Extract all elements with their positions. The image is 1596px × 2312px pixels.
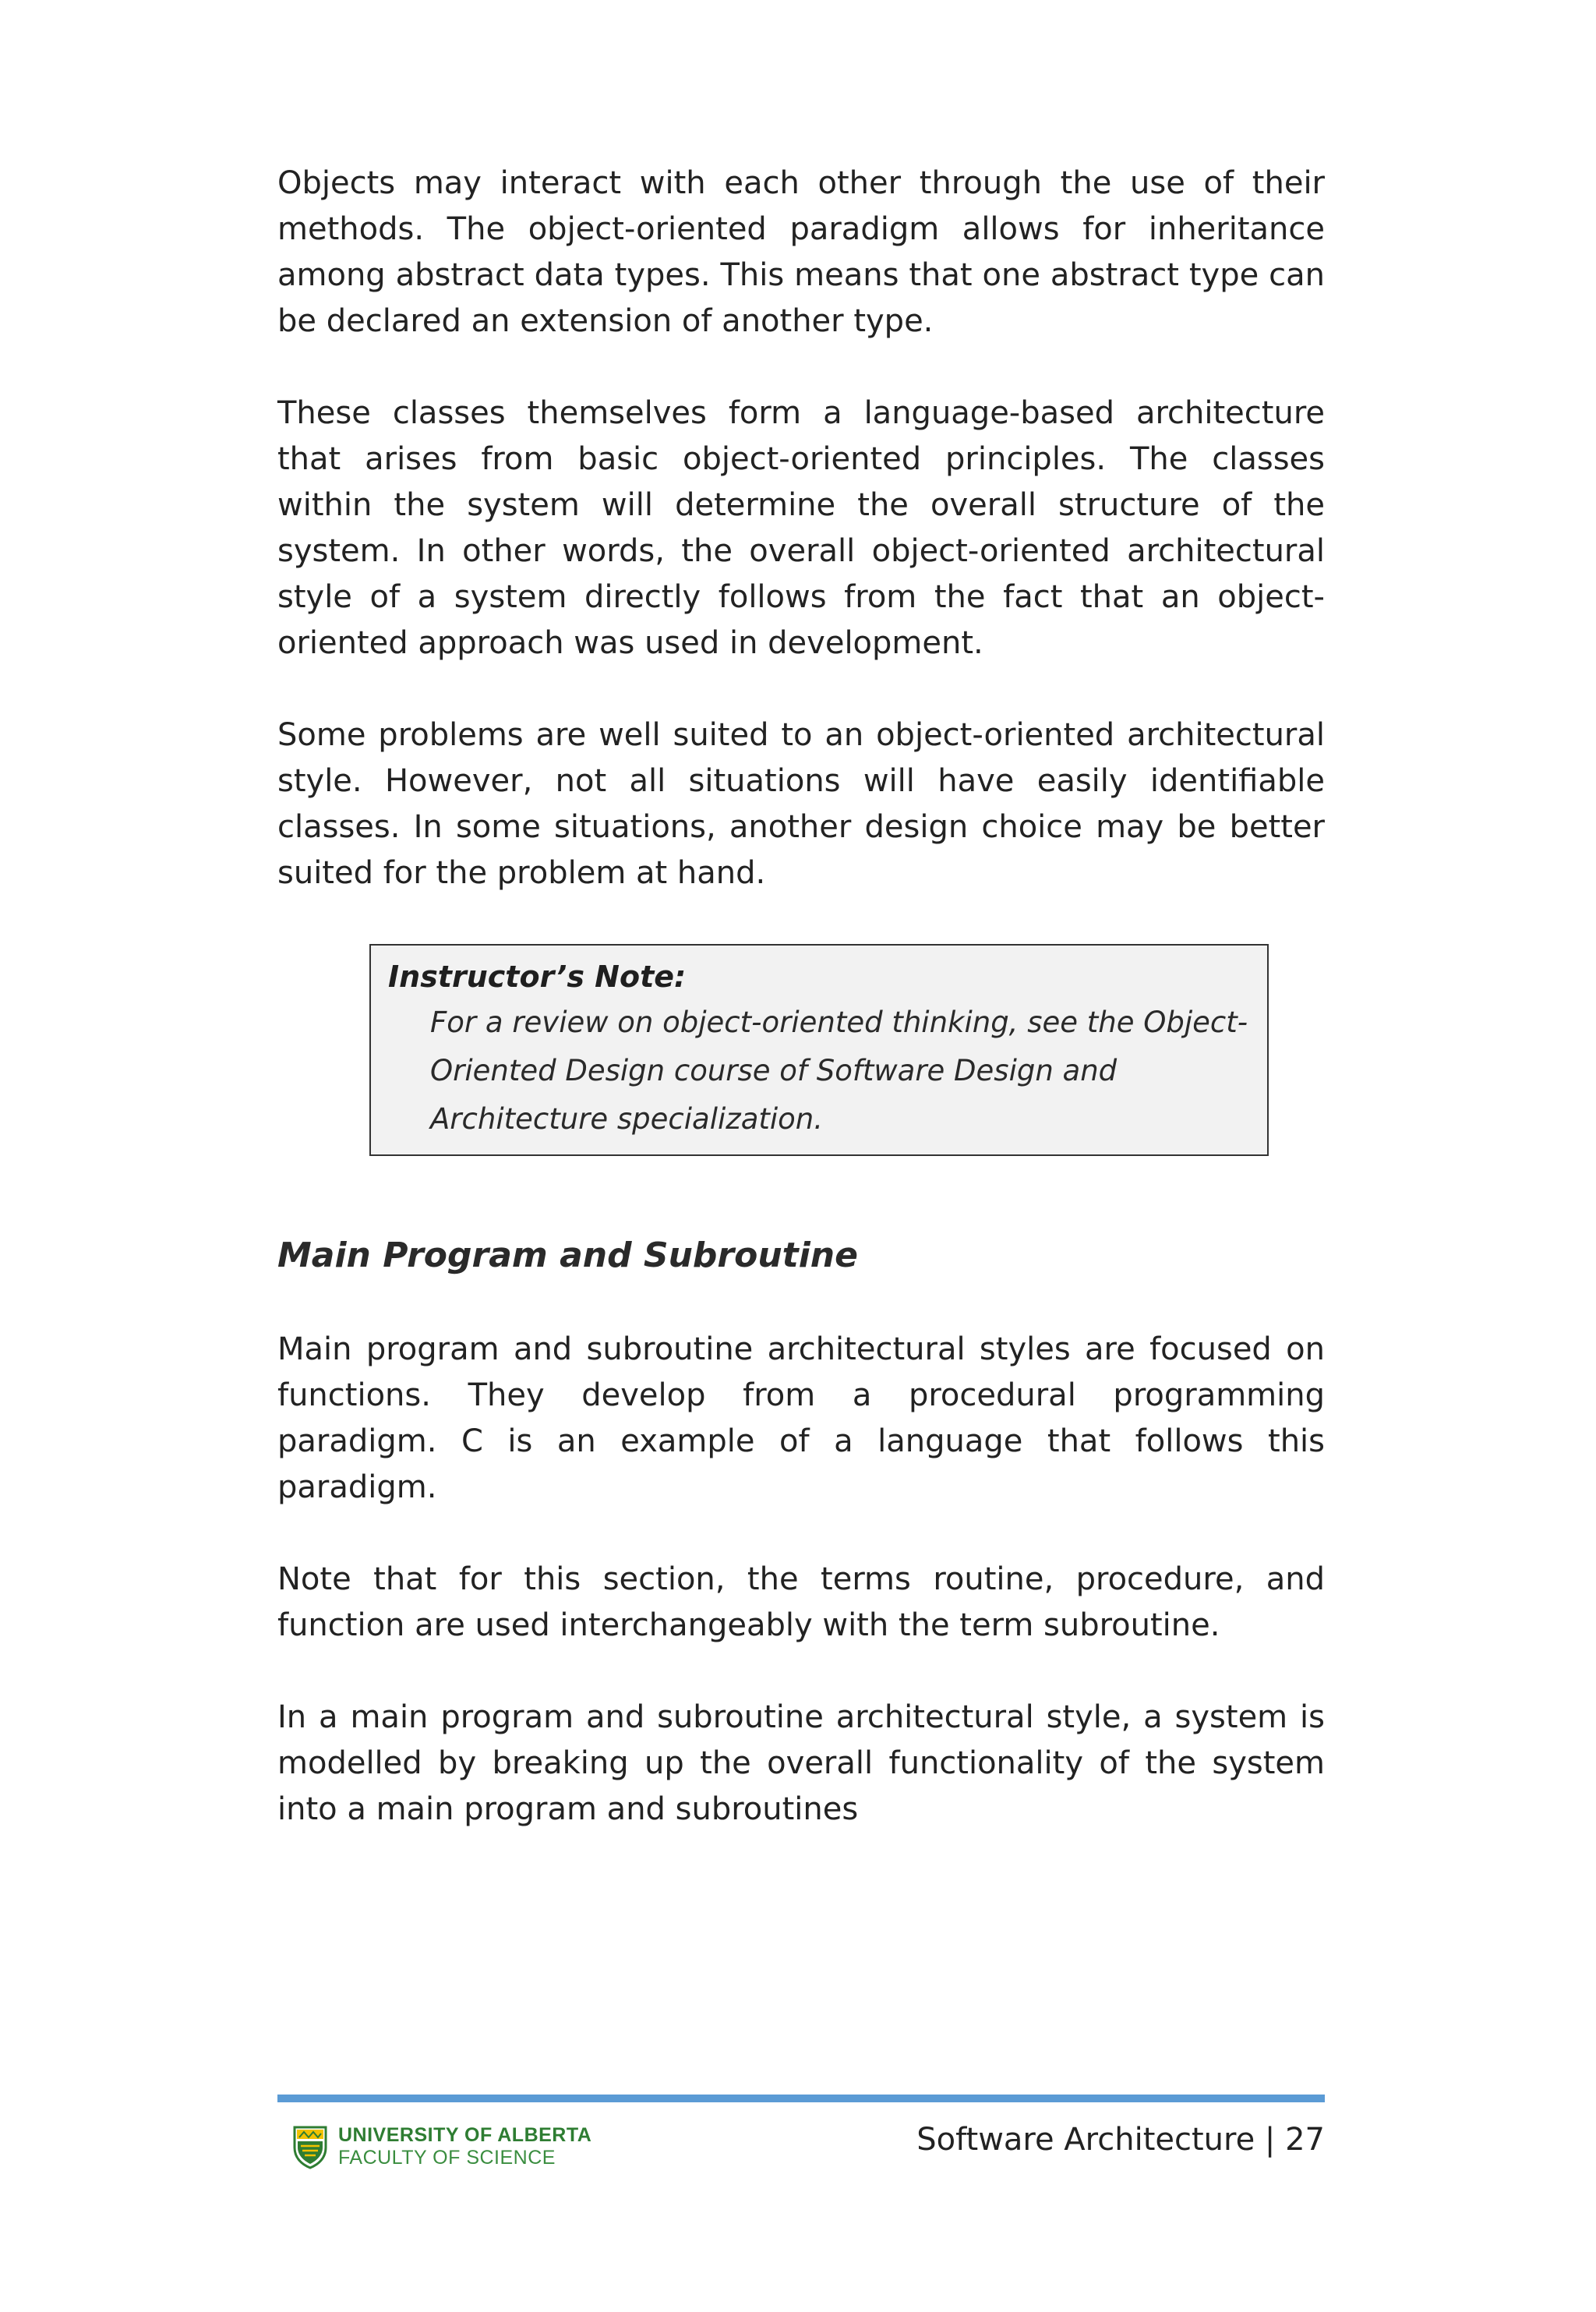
note-text: For a review on object-oriented thinking, see the Object-Oriented Design course of Software Design and Architecture specialization. (430, 1006, 1248, 1136)
university-shield-icon (293, 2124, 327, 2169)
body-paragraph: Some problems are well suited to an object-oriented architectural style. However, not all situations will have easily identifiable classes. In some situations, another design choice may be better suited for the problem at hand. (277, 717, 1325, 891)
logo-faculty-name: FACULTY OF SCIENCE (338, 2147, 556, 2169)
body-paragraph: Note that for this section, the terms routine, procedure, and function are used interchangeably with the term subroutine. (277, 1561, 1325, 1643)
body-paragraph: Main program and subroutine architectural styles are focused on functions. They develop from a procedural programming paradigm. C is an example of a language that follows this paradigm. (277, 1331, 1325, 1505)
footer-page-label: Software Architecture | 27 (916, 2122, 1325, 2158)
note-title: Instructor’s Note: (388, 960, 687, 994)
body-paragraph: In a main program and subroutine architectural style, a system is modelled by breaking up the overall functionality of the system into a main program and subroutines (277, 1699, 1325, 1827)
body-paragraph: Objects may interact with each other through the use of their methods. The object-oriented paradigm allows for inheritance among abstract data types. This means that one abstract type can be declared an extension of another type. (277, 165, 1325, 339)
instructor-note-box (369, 944, 1269, 1156)
logo-text (338, 2124, 591, 2169)
section-heading: Main Program and Subroutine (277, 1236, 858, 1275)
body-paragraph: These classes themselves form a language-based architecture that arises from basic object-oriented principles. The classes within the system will determine the overall structure of the system. In other words, the overall object-oriented architectural style of a system directly follows from the fact that an object-oriented approach was used in development. (277, 395, 1325, 661)
footer-divider (277, 2095, 1325, 2102)
logo-university-name: UNIVERSITY OF ALBERTA (338, 2124, 592, 2146)
university-logo (293, 2122, 591, 2172)
page-content (277, 161, 1325, 1833)
